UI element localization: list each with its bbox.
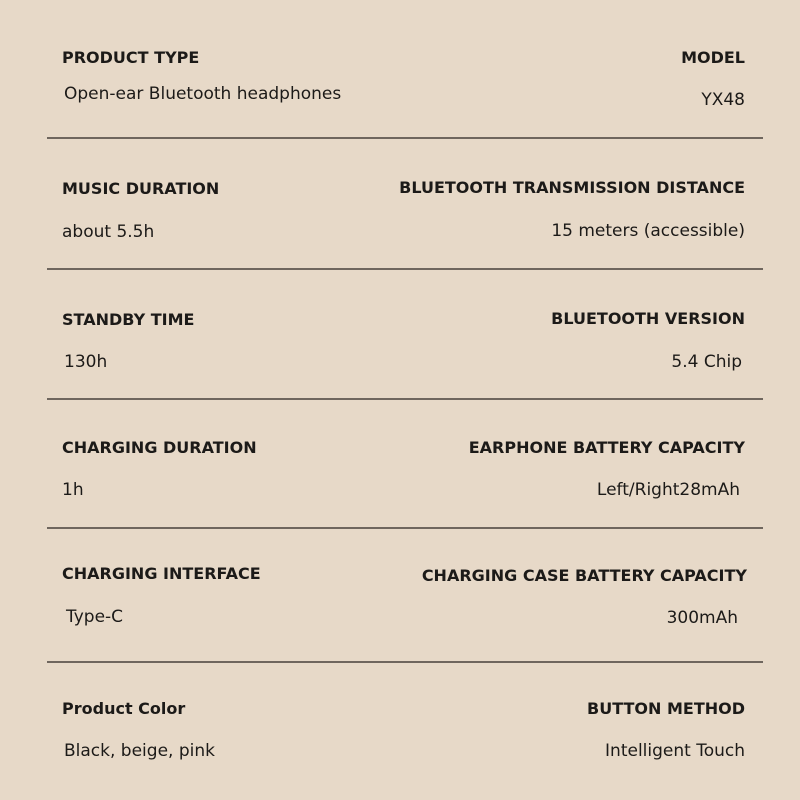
divider <box>47 268 763 270</box>
divider <box>47 398 763 400</box>
spec-value: Open-ear Bluetooth headphones <box>64 84 342 104</box>
spec-value: 5.4 Chip <box>671 352 742 372</box>
spec-label: STANDBY TIME <box>62 310 195 329</box>
spec-label: Product Color <box>62 699 186 718</box>
spec-value: Intelligent Touch <box>605 741 745 761</box>
divider <box>47 527 763 529</box>
spec-label: PRODUCT TYPE <box>62 48 200 67</box>
spec-value: YX48 <box>701 90 745 110</box>
spec-value: Type-C <box>66 607 124 627</box>
spec-label: CHARGING DURATION <box>62 438 257 457</box>
spec-label: EARPHONE BATTERY CAPACITY <box>468 438 745 457</box>
spec-label: BUTTON METHOD <box>587 699 745 718</box>
spec-label: BLUETOOTH VERSION <box>551 309 745 328</box>
spec-value: Black, beige, pink <box>64 741 215 761</box>
spec-label: MUSIC DURATION <box>62 179 220 198</box>
spec-value: 300mAh <box>666 608 738 628</box>
spec-label: MODEL <box>681 48 745 67</box>
spec-label: CHARGING CASE BATTERY CAPACITY <box>421 566 747 585</box>
divider <box>47 661 763 663</box>
spec-label: BLUETOOTH TRANSMISSION DISTANCE <box>399 178 745 197</box>
spec-label: CHARGING INTERFACE <box>62 564 261 583</box>
spec-value: 15 meters (accessible) <box>551 221 745 241</box>
spec-value: Left/Right28mAh <box>596 480 740 500</box>
spec-value: 130h <box>64 352 108 372</box>
divider <box>47 137 763 139</box>
spec-value: about 5.5h <box>62 222 155 242</box>
spec-value: 1h <box>62 480 84 500</box>
